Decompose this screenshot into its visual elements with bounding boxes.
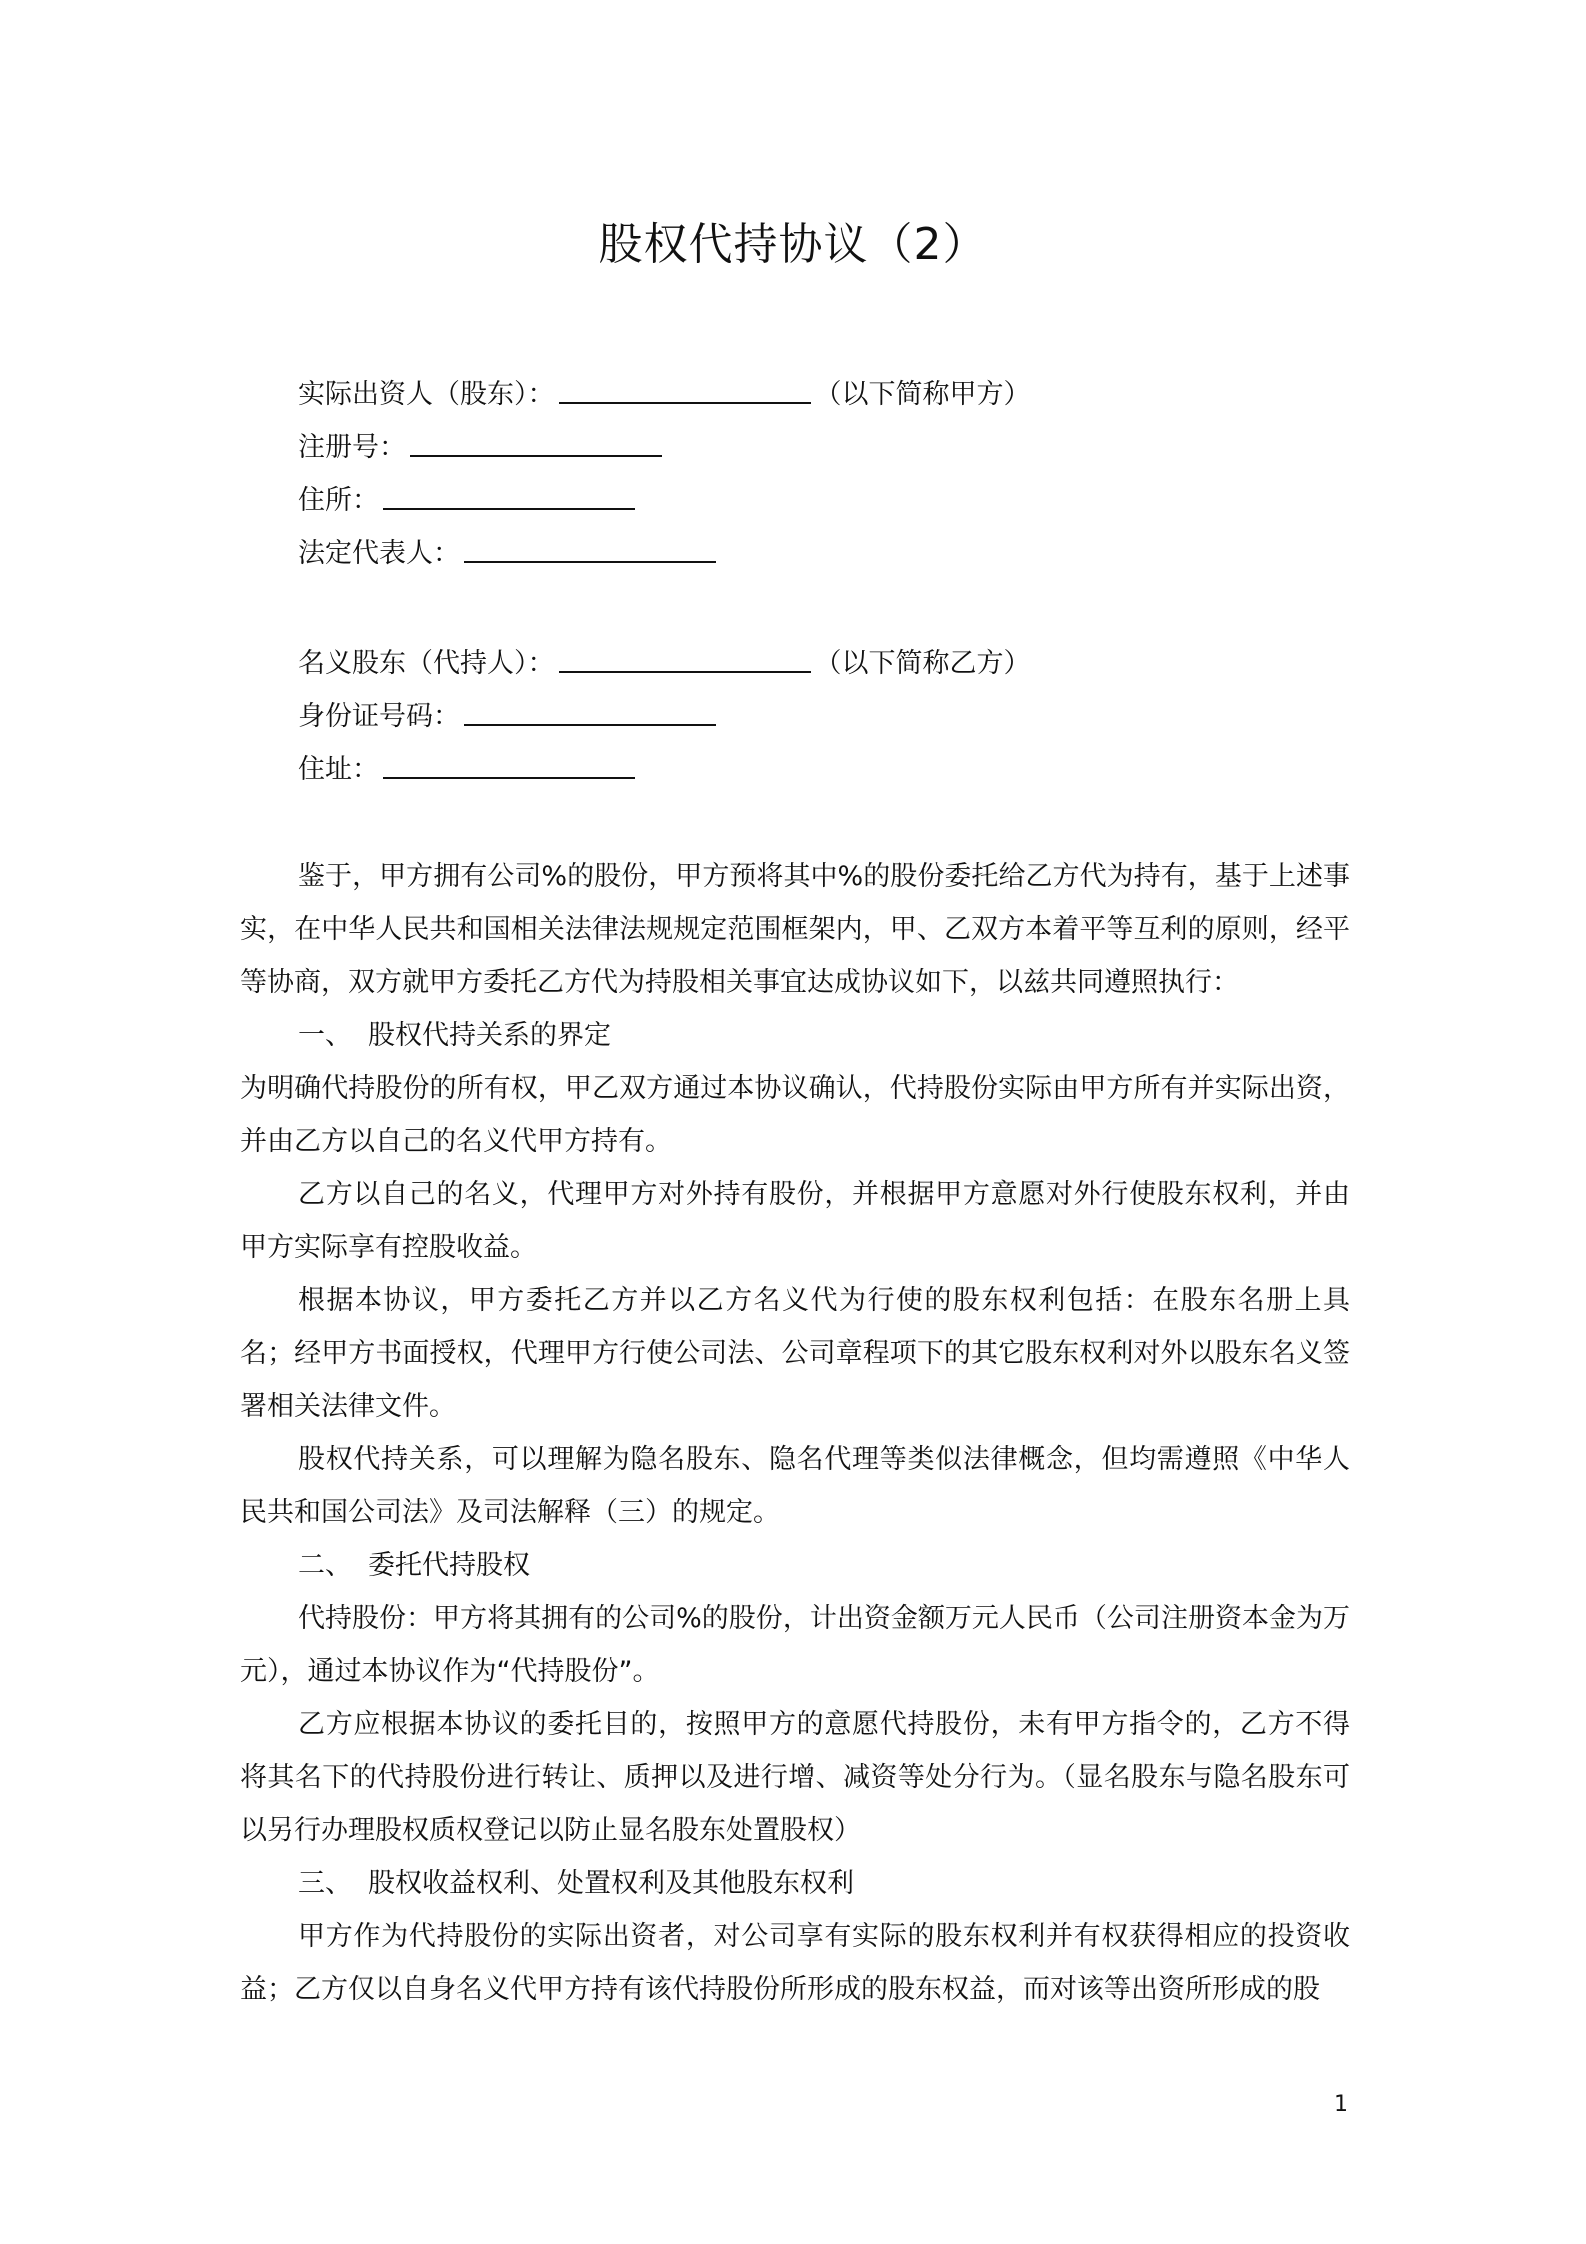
party-b-address-row bbox=[298, 743, 1398, 796]
party-a-legal-rep-blank[interactable] bbox=[464, 527, 716, 563]
preamble-paragraph: 鉴于，甲方拥有公司%的股份，甲方预将其中%的股份委托给乙方代为持有，基于上述事实，在中华人民共和国相关法律法规规定范围框架内，甲、乙双方本着平等互利的原则，经平等协商，双方就甲方委托乙方代为持股相关事宜达成协议如下，以兹共同遵照执行： bbox=[240, 861, 1350, 998]
party-a-reg-no-label: 注册号： bbox=[298, 432, 406, 463]
party-a-investor-row bbox=[298, 368, 1398, 421]
section-1-paragraph-4: 股权代持关系，可以理解为隐名股东、隐名代理等类似法律概念，但均需遵照《中华人民共和国公司法》及司法解释（三）的规定。 bbox=[240, 1444, 1350, 1528]
section-3-title: 股权收益权利、处置权利及其他股东权利 bbox=[368, 1868, 854, 1899]
section-2-paragraph-1: 代持股份：甲方将其拥有的公司%的股份，计出资金额万元人民币（公司注册资本金为万元），通过本协议作为“代持股份”。 bbox=[240, 1603, 1350, 1687]
party-a-investor-blank[interactable] bbox=[559, 368, 811, 404]
section-2-heading bbox=[240, 1539, 1350, 1592]
party-b-block bbox=[298, 637, 1398, 796]
document-title: 股权代持协议（2） bbox=[598, 219, 988, 270]
party-a-address-blank[interactable] bbox=[383, 474, 635, 510]
section-1-heading bbox=[240, 1009, 1350, 1062]
section-2-title: 委托代持股权 bbox=[368, 1550, 530, 1581]
section-1-paragraph-2: 乙方以自己的名义，代理甲方对外持有股份，并根据甲方意愿对外行使股东权利，并由甲方实际享有控股收益。 bbox=[240, 1179, 1350, 1263]
party-a-reg-no-row bbox=[298, 421, 1398, 474]
section-2-number: 二、 bbox=[298, 1550, 352, 1581]
party-b-address-blank[interactable] bbox=[383, 743, 635, 779]
party-b-nominee-row bbox=[298, 637, 1398, 690]
party-a-block bbox=[298, 368, 1398, 580]
section-1-paragraph-1: 为明确代持股份的所有权，甲乙双方通过本协议确认，代持股份实际由甲方所有并实际出资，并由乙方以自己的名义代甲方持有。 bbox=[240, 1073, 1350, 1157]
party-b-address-label: 住址： bbox=[298, 754, 379, 785]
party-b-id-row bbox=[298, 690, 1398, 743]
party-b-id-blank[interactable] bbox=[464, 690, 716, 726]
section-3-number: 三、 bbox=[298, 1868, 352, 1899]
section-3-paragraph-1: 甲方作为代持股份的实际出资者，对公司享有实际的股东权利并有权获得相应的投资收益；乙方仅以自身名义代甲方持有该代持股份所形成的股东权益，而对该等出资所形成的股 bbox=[240, 1921, 1350, 2005]
section-2-paragraph-2: 乙方应根据本协议的委托目的，按照甲方的意愿代持股份，未有甲方指令的，乙方不得将其名下的代持股份进行转让、质押以及进行增、减资等处分行为。（显名股东与隐名股东可以另行办理股权质权登记以防止显名股东处置股权） bbox=[240, 1709, 1350, 1846]
section-1-paragraph-3: 根据本协议，甲方委托乙方并以乙方名义代为行使的股东权利包括：在股东名册上具名；经甲方书面授权，代理甲方行使公司法、公司章程项下的其它股东权利对外以股东名义签署相关法律文件。 bbox=[240, 1285, 1350, 1422]
party-b-nominee-label: 名义股东（代持人）： bbox=[298, 648, 555, 679]
party-b-id-label: 身份证号码： bbox=[298, 701, 460, 732]
agreement-body bbox=[240, 850, 1350, 2016]
section-1-number: 一、 bbox=[298, 1020, 352, 1051]
party-a-legal-rep-row bbox=[298, 527, 1398, 580]
party-b-nominee-suffix: （以下简称乙方） bbox=[814, 648, 1031, 679]
section-1-title: 股权代持关系的界定 bbox=[368, 1020, 611, 1051]
section-3-heading bbox=[240, 1857, 1350, 1910]
party-a-investor-label: 实际出资人（股东）： bbox=[298, 379, 555, 410]
page-number: 1 bbox=[1334, 2092, 1348, 2117]
party-a-address-row bbox=[298, 474, 1398, 527]
party-a-legal-rep-label: 法定代表人： bbox=[298, 538, 460, 569]
party-b-nominee-blank[interactable] bbox=[559, 637, 811, 673]
party-a-reg-no-blank[interactable] bbox=[410, 421, 662, 457]
party-a-address-label: 住所： bbox=[298, 485, 379, 516]
party-a-investor-suffix: （以下简称甲方） bbox=[814, 379, 1031, 410]
